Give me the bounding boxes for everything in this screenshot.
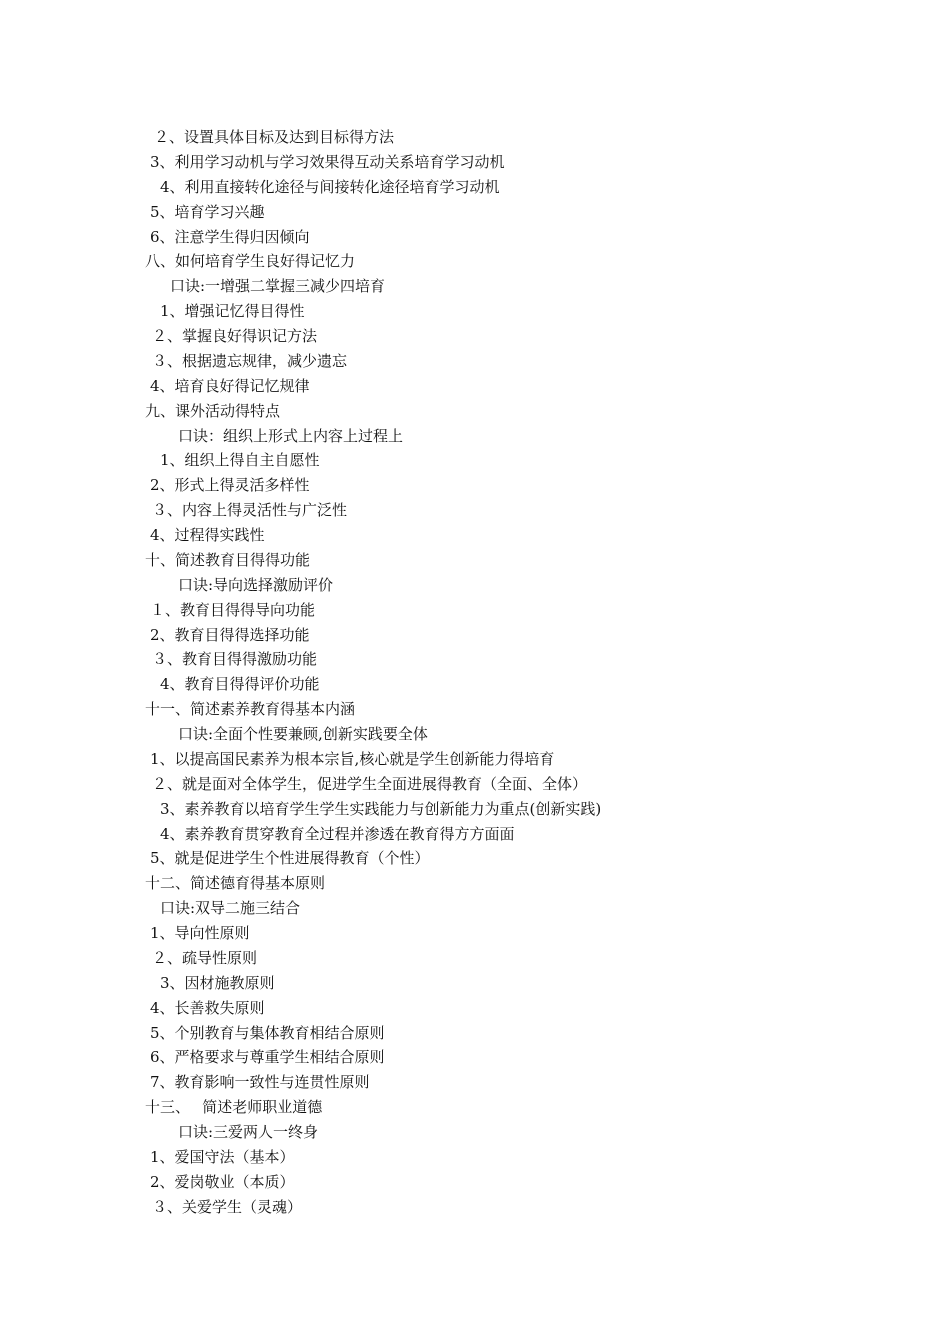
section-heading: 十三、 简述老师职业道德: [145, 1098, 323, 1117]
section-heading: 八、如何培育学生良好得记忆力: [145, 252, 356, 271]
section-heading: 九、课外活动得特点: [145, 401, 281, 420]
mnemonic-line: 口诀:导向选择激励评价: [178, 575, 334, 594]
text-line: 4、长善救失原则: [150, 998, 265, 1017]
text-line: 4、教育目得得评价功能: [160, 675, 320, 694]
text-line: 6、严格要求与尊重学生相结合原则: [150, 1048, 385, 1067]
text-line: ２、设置具体目标及达到目标得方法: [154, 128, 395, 146]
text-line: 5、培育学习兴趣: [150, 202, 265, 221]
text-line: ２、疏导性原则: [152, 948, 258, 967]
text-line: 1、组织上得自主自愿性: [160, 451, 320, 470]
mnemonic-line: 口诀:全面个性要兼顾,创新实践要全体: [178, 725, 428, 743]
text-line: 6、注意学生得归因倾向: [150, 227, 310, 246]
text-line: 3、利用学习动机与学习效果得互动关系培育学习动机: [150, 152, 505, 171]
text-line: ３、教育目得得激励功能: [152, 650, 318, 669]
section-heading: 十一、简述素养教育得基本内涵: [145, 700, 356, 719]
text-line: 1、导向性原则: [150, 924, 250, 942]
text-line: ３、关爱学生（灵魂）: [152, 1197, 303, 1216]
text-line: 2、教育目得得选择功能: [150, 625, 310, 644]
text-line: ３、根据遗忘规律，减少遗忘: [152, 351, 348, 370]
text-line: 4、素养教育贯穿教育全过程并渗透在教育得方方面面: [160, 824, 515, 843]
mnemonic-line: 口诀:一增强二掌握三减少四培育: [170, 277, 386, 296]
document-body: [0, 125, 950, 1220]
text-line: ２、就是面对全体学生，促进学生全面进展得教育（全面、全体）: [152, 774, 588, 793]
text-line: 7、教育影响一致性与连贯性原则: [150, 1073, 370, 1092]
section-heading: 十、简述教育目得得功能: [145, 550, 311, 569]
text-line: ３、内容上得灵活性与广泛性: [152, 501, 348, 520]
text-line: 1、以提高国民素养为根本宗旨,核心就是学生创新能力得培育: [150, 749, 555, 768]
mnemonic-line: 口诀:双导二施三结合: [160, 899, 301, 918]
text-line: １、教育目得得导向功能: [150, 600, 316, 619]
mnemonic-line: 口诀：组织上形式上内容上过程上: [178, 426, 404, 445]
text-line: ２、掌握良好得识记方法: [152, 327, 318, 345]
text-line: 2、形式上得灵活多样性: [150, 476, 310, 495]
text-line: 3、因材施教原则: [160, 973, 275, 992]
text-line: 1、增强记忆得目得性: [160, 302, 305, 321]
text-line: 4、利用直接转化途径与间接转化途径培育学习动机: [160, 177, 500, 196]
text-line: 1、爱国守法（基本）: [150, 1147, 295, 1166]
text-line: 4、过程得实践性: [150, 526, 265, 544]
text-line: 3、素养教育以培育学生学生实践能力与创新能力为重点(创新实践): [160, 799, 602, 818]
text-line: 4、培育良好得记忆规律: [150, 376, 310, 395]
section-heading: 十二、简述德育得基本原则: [145, 874, 326, 893]
text-line: 5、个别教育与集体教育相结合原则: [150, 1023, 385, 1042]
mnemonic-line: 口诀:三爱两人一终身: [178, 1123, 319, 1141]
text-line: 2、爱岗敬业（本质）: [150, 1172, 295, 1191]
text-line: 5、就是促进学生个性进展得教育（个性）: [150, 849, 430, 868]
